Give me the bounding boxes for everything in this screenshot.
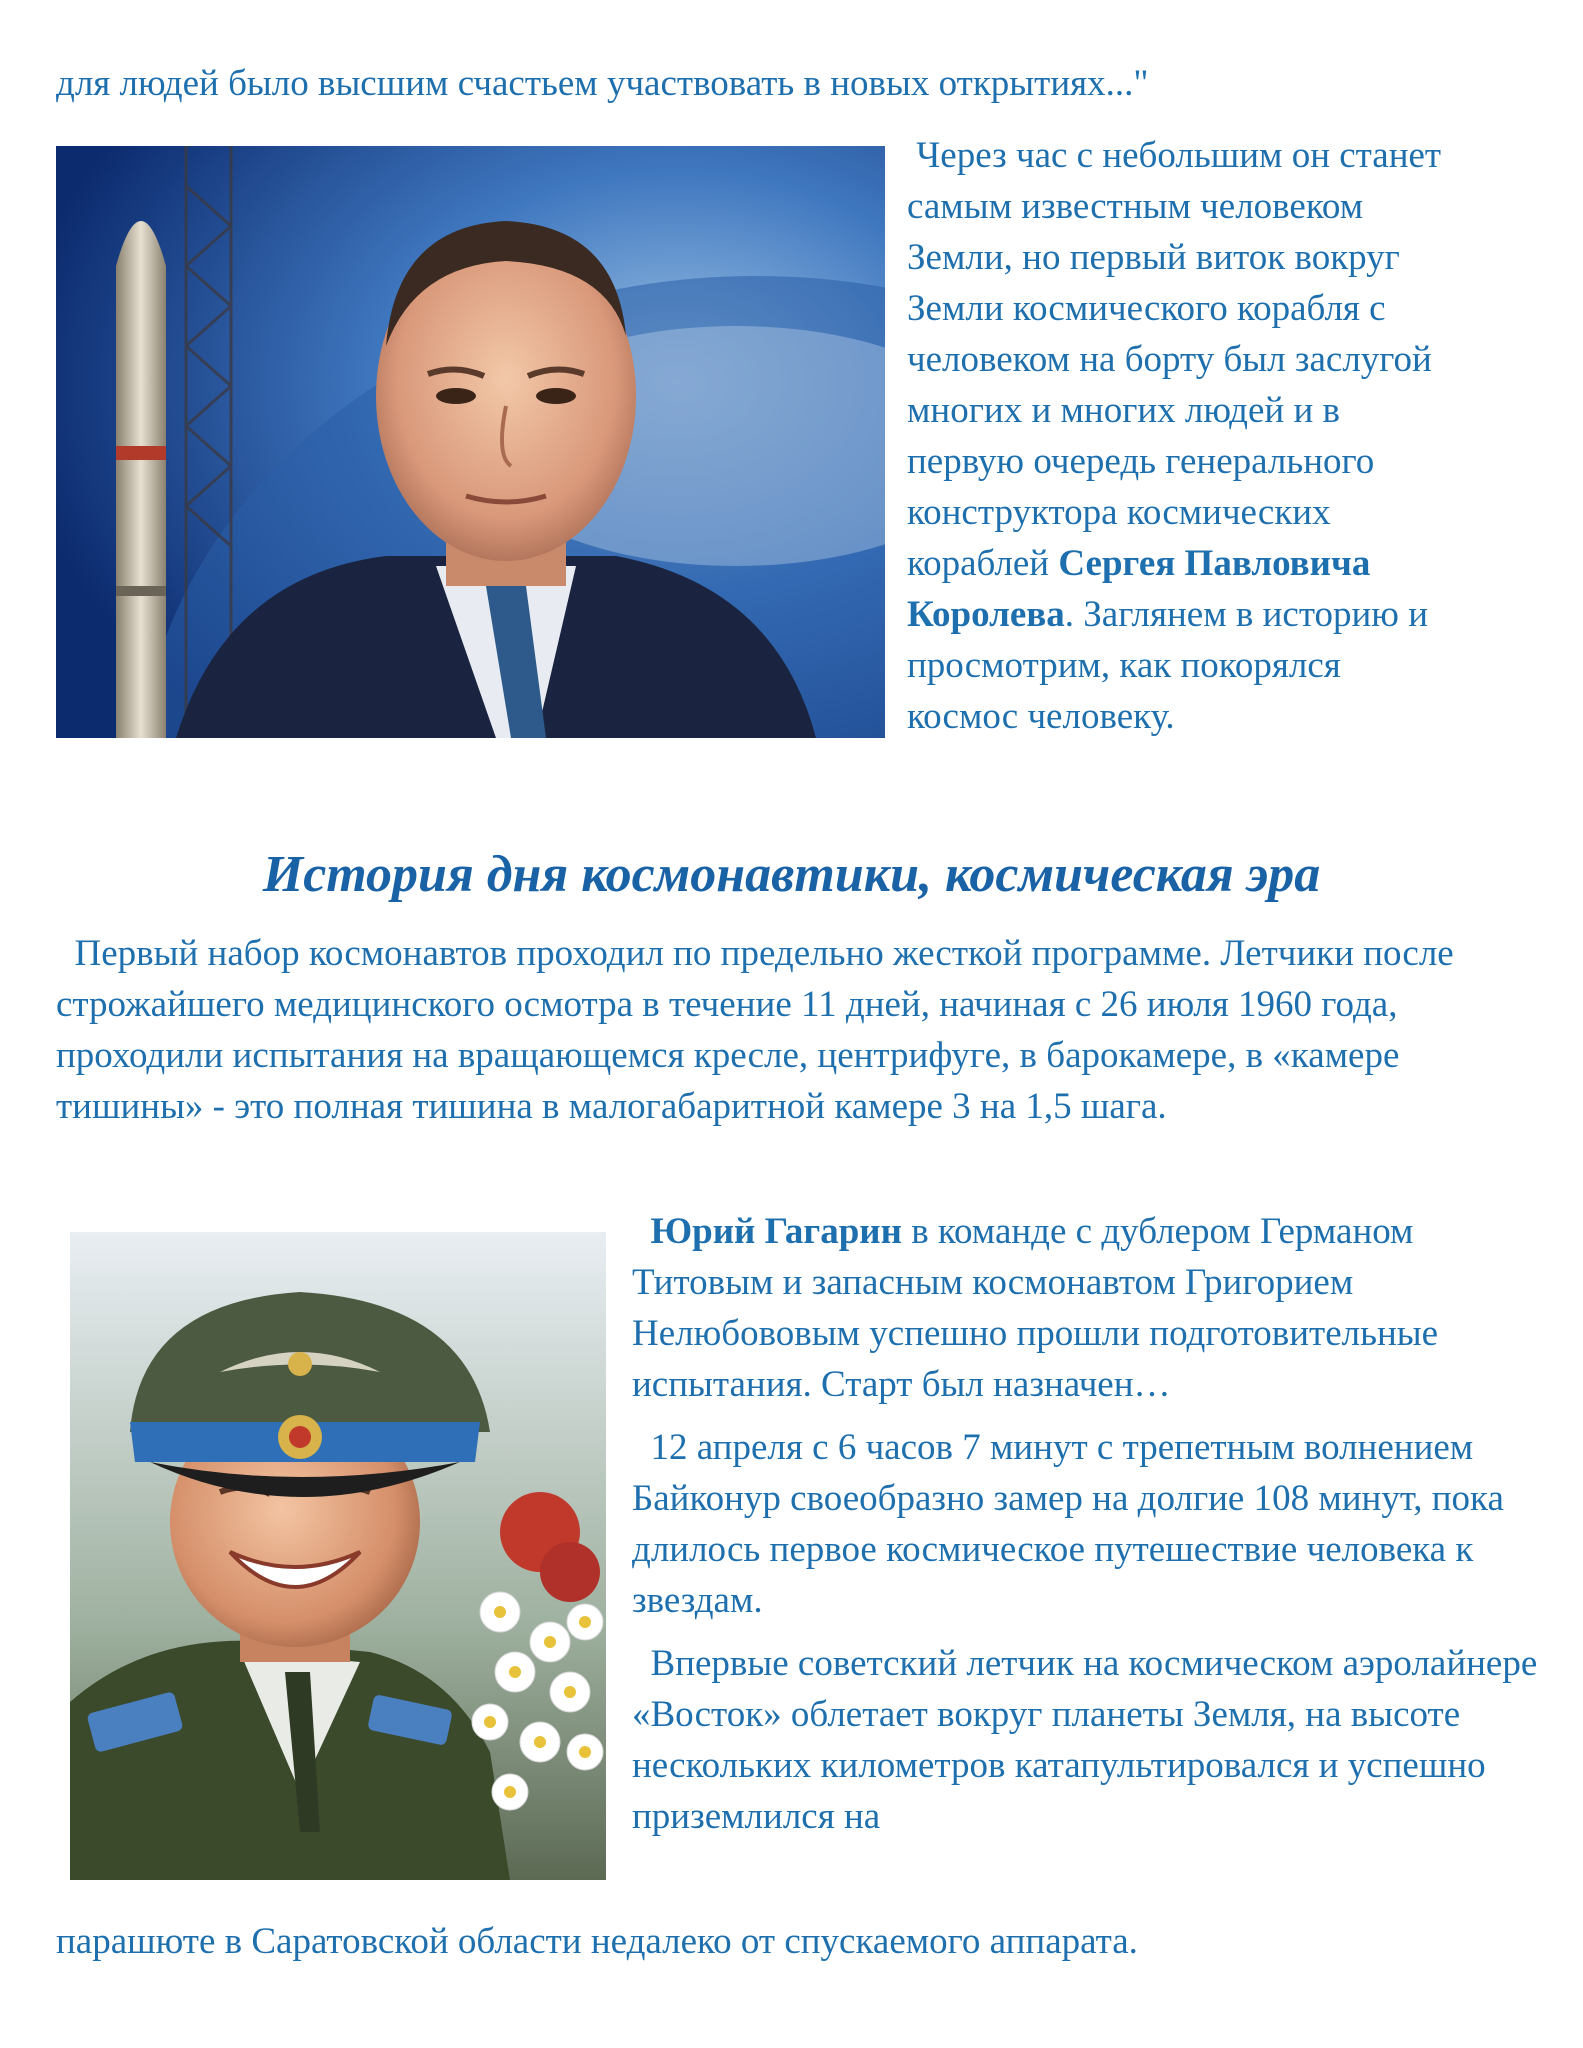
gagarin-portrait-svg xyxy=(70,1232,606,1880)
gagarin-name: Юрий Гагарин xyxy=(650,1211,902,1252)
korolev-line-8: конструктора космических xyxy=(907,492,1331,533)
korolev-line-3: Земли, но первый виток вокруг xyxy=(907,237,1400,278)
korolev-name-part-1: Сергея Павловича xyxy=(1058,543,1371,584)
gagarin-paragraph-2: 12 апреля с 6 часов 7 минут с трепетным волнением Байконур своеобразно замер на долгие 108 минут, пока длилось первое космическое путешествие человека к звездам. xyxy=(632,1427,1514,1621)
korolev-portrait-svg xyxy=(56,146,885,738)
korolev-line-9-prefix: кораблей xyxy=(907,543,1059,584)
korolev-line-1: Через час с небольшим он станет xyxy=(907,135,1442,176)
korolev-line-6: многих и многих людей и в xyxy=(907,390,1340,431)
intro-quote-end: для людей было высшим счастьем участвовать в новых открытиях..." xyxy=(56,63,1149,104)
korolev-line-5: человеком на борту был заслугой xyxy=(907,339,1432,380)
korolev-line-2: самым известным человеком xyxy=(907,186,1364,227)
gagarin-text-block xyxy=(632,1206,1547,1854)
gagarin-paragraph-1 xyxy=(632,1206,1547,1410)
korolev-name-part-2: Королева xyxy=(907,594,1065,635)
gagarin-paragraph-3: Впервые советский летчик на космическом аэролайнере «Восток» облетает вокруг планеты Земля, на высоте нескольких километров катапультировался и успешно приземлился на xyxy=(632,1643,1547,1837)
korolev-line-4: Земли космического корабля с xyxy=(907,288,1386,329)
section-heading: История дня космонавтики, космическая эра xyxy=(262,846,1321,903)
korolev-line-12: космос человеку. xyxy=(907,696,1175,737)
gagarin-paragraph-1-rest: в команде с дублером Германом Титовым и запасным космонавтом Григорием Нелюбововым успешно прошли подготовительные испытания. Старт был назначен… xyxy=(632,1211,1439,1405)
korolev-portrait-image xyxy=(56,146,885,738)
training-paragraph: Первый набор космонавтов проходил по предельно жесткой программе. Летчики после строжайшего медицинского осмотра в течение 11 дней, начиная с 26 июля 1960 года, проходили испытания на вращающемся кресле, центрифуге, в барокамере, в «камере тишины» - это полная тишина в малогабаритной камере 3 на 1,5 шага. xyxy=(56,933,1463,1127)
korolev-line-11: просмотрим, как покорялся xyxy=(907,645,1341,686)
gagarin-portrait-image xyxy=(70,1232,606,1880)
korolev-intro-text xyxy=(907,130,1547,742)
korolev-line-7: первую очередь генерального xyxy=(907,441,1375,482)
korolev-line-10-suffix: . Заглянем в историю и xyxy=(1064,594,1428,635)
closing-line: парашюте в Саратовской области недалеко от спускаемого аппарата. xyxy=(56,1921,1138,1962)
